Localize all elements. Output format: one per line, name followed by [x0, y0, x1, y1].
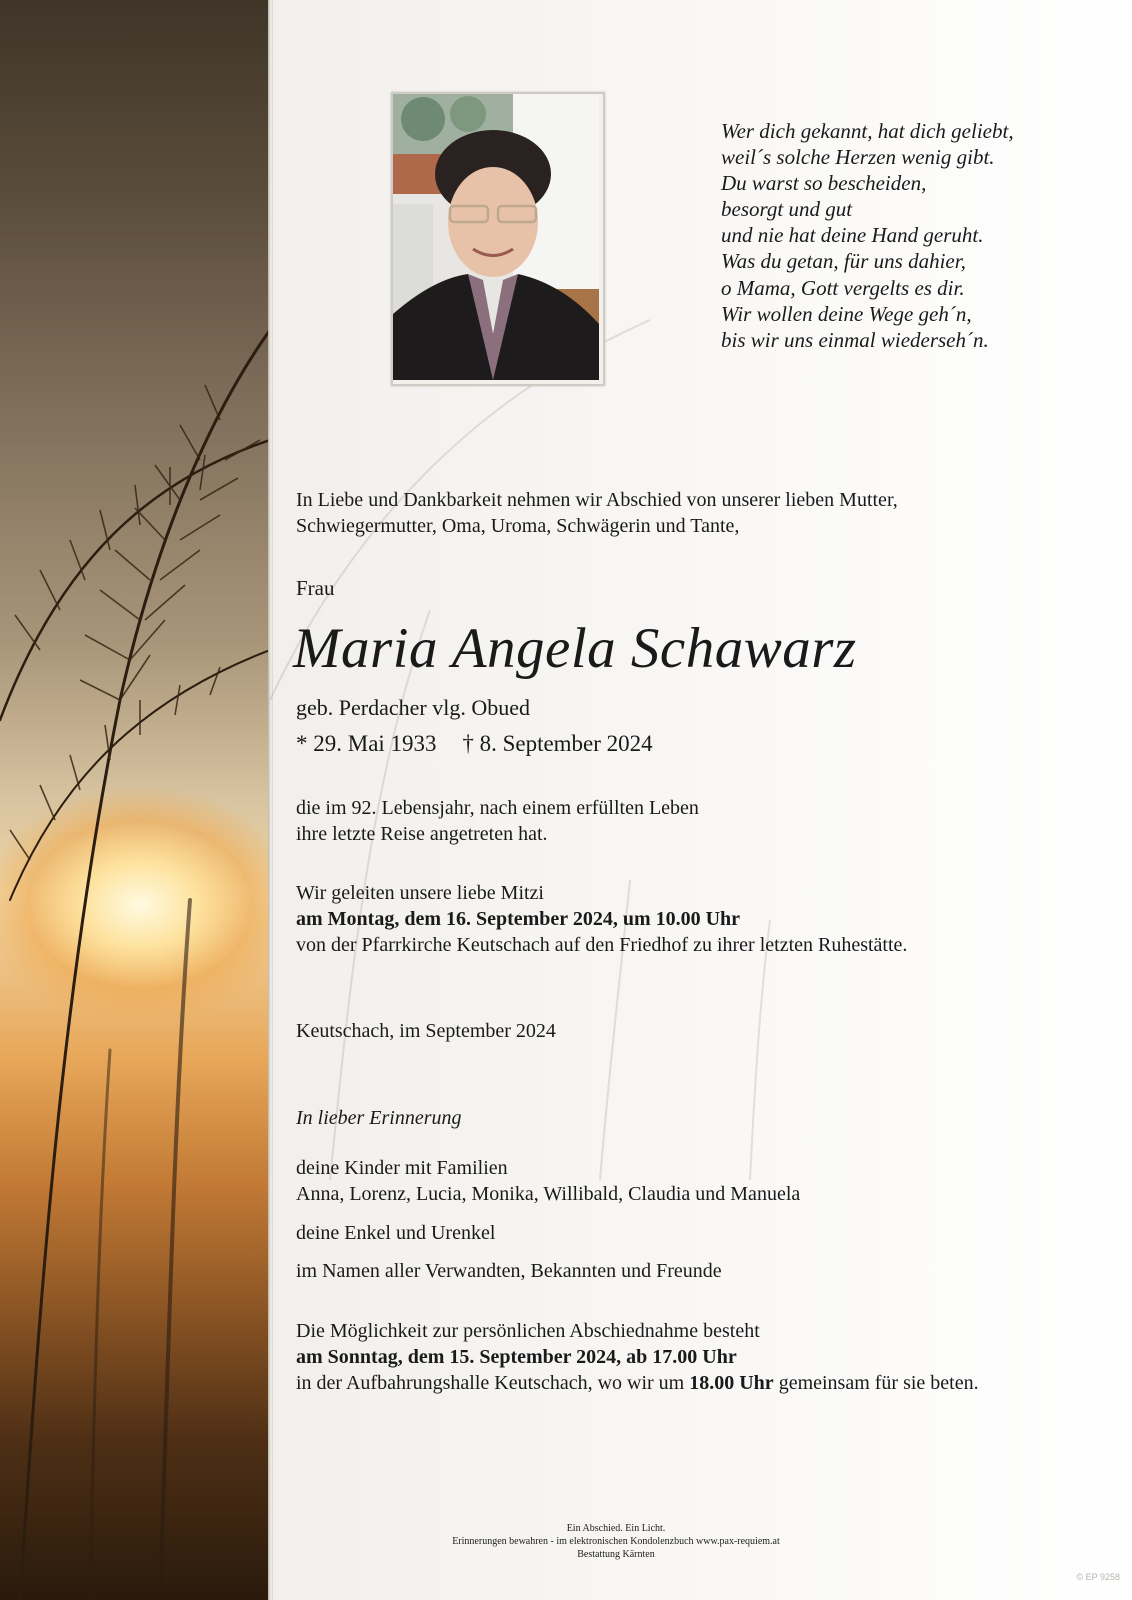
farewell-date: am Sonntag, dem 15. September 2024, ab 17.00 Uhr — [296, 1346, 737, 1368]
children-label: deine Kinder mit Familien — [296, 1157, 508, 1179]
poem-line: Wir wollen deine Wege geh´n, — [721, 301, 972, 326]
title-frau: Frau — [296, 576, 335, 600]
memory-heading: In lieber Erinnerung — [296, 1107, 462, 1129]
left-sunset-image — [0, 0, 270, 1600]
children — [296, 1155, 800, 1207]
funeral-location: von der Pfarrkirche Keutschach auf den Friedhof zu ihrer letzten Ruhestätte. — [296, 934, 908, 956]
birth-name: geb. Perdacher vlg. Obued — [296, 695, 530, 720]
intro-line: In Liebe und Dankbarkeit nehmen wir Abschied von unserer lieben Mutter, — [296, 489, 898, 511]
poem-line: Du warst so bescheiden, — [721, 171, 927, 196]
farewell-location — [296, 1370, 979, 1396]
farewell-line: Die Möglichkeit zur persönlichen Abschiednahme besteht — [296, 1320, 760, 1342]
poem-line: bis wir uns einmal wiederseh´n. — [721, 327, 989, 352]
poem-line: Was du getan, für uns dahier, — [721, 249, 966, 274]
footer-line: Ein Abschied. Ein Licht. — [566, 1523, 666, 1534]
relatives: im Namen aller Verwandten, Bekannten und Freunde — [296, 1260, 722, 1282]
background-grass-watermark — [270, 280, 870, 1180]
deceased-name: Maria Angela Schawarz — [293, 617, 857, 680]
grass-silhouette — [0, 0, 270, 1600]
document-code: © EP 9258 — [1076, 1572, 1120, 1582]
farewell-location-post: gemeinsam für sie beten. — [773, 1372, 979, 1394]
farewell-time: 18.00 Uhr — [689, 1372, 774, 1394]
funeral-date — [296, 906, 907, 932]
birth-date: * 29. Mai 1933 — [296, 731, 437, 756]
poem-line: weil´s solche Herzen wenig gibt. — [721, 145, 995, 170]
life-text — [296, 795, 699, 847]
footer — [366, 1522, 866, 1561]
poem-line: und nie hat deine Hand geruht. — [721, 223, 984, 248]
funeral-date-text: am Montag, dem 16. September 2024, um 10.00 Uhr — [296, 908, 741, 930]
footer-line: Bestattung Kärnten — [577, 1549, 655, 1560]
footer-line: Erinnerungen bewahren - im elektronischen Kondolenzbuch www.pax-requiem.at — [452, 1536, 780, 1547]
life-line: die im 92. Lebensjahr, nach einem erfüllten Leben — [296, 797, 699, 819]
death-date: † 8. September 2024 — [462, 731, 653, 756]
children-names: Anna, Lorenz, Lucia, Monika, Willibald, Claudia und Manuela — [296, 1183, 801, 1205]
poem-line: besorgt und gut — [721, 197, 853, 222]
poem — [721, 118, 1014, 353]
grandchildren: deine Enkel und Urenkel — [296, 1222, 496, 1244]
poem-line: o Mama, Gott vergelts es dir. — [721, 275, 965, 300]
life-dates — [296, 731, 673, 757]
farewell-info — [296, 1318, 979, 1396]
life-line: ihre letzte Reise angetreten hat. — [296, 823, 548, 845]
funeral-line: Wir geleiten unsere liebe Mitzi — [296, 882, 544, 904]
intro-line: Schwiegermutter, Oma, Uroma, Schwägerin und Tante, — [296, 515, 740, 537]
intro-text — [296, 487, 898, 539]
place-date: Keutschach, im September 2024 — [296, 1020, 556, 1042]
farewell-location-pre: in der Aufbahrungshalle Keutschach, wo wir um — [296, 1372, 690, 1394]
poem-line: Wer dich gekannt, hat dich geliebt, — [721, 119, 1014, 143]
funeral-info — [296, 880, 907, 958]
portrait-photo — [391, 92, 605, 386]
